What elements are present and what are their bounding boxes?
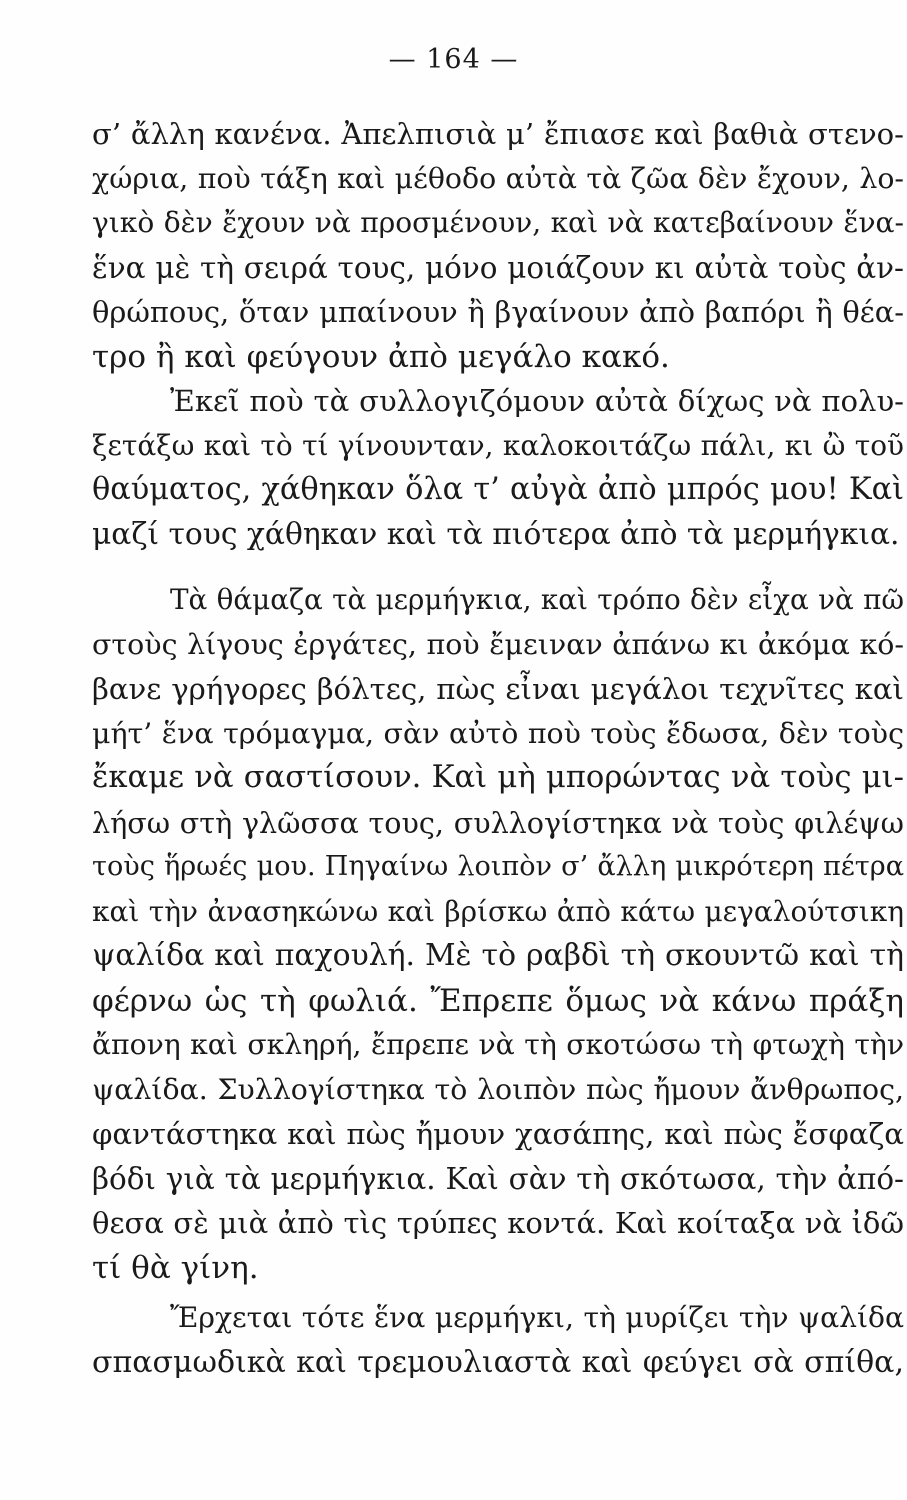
page-number: — 164 — [388, 44, 519, 75]
text-line: τρο ἢ καὶ φεύγουν ἀπὸ μεγάλο κακό. [92, 338, 670, 375]
paragraph-first-line: Τὰ θάμαζα τὰ μερμήγκια, καὶ τρόπο δὲν εἶχα νὰ πῶ [170, 583, 904, 616]
paragraph-first-line: Ἐκεῖ ποὺ τὰ συλλογιζόμουν αὐτὰ δίχως νὰ πολυ- [170, 384, 904, 418]
text-line: ψαλίδα. Συλλογίστηκα τὸ λοιπὸν πὼς ἤμουν ἄνθρωπος, [92, 1072, 904, 1106]
text-line: ἕνα μὲ τὴ σειρά τους, μόνο μοιάζουν κι αὐτὰ τοὺς ἀν- [92, 250, 904, 285]
text-line: φέρνω ὡς τὴ φωλιά. Ἔπρεπε ὅμως νὰ κάνω πράξη [92, 982, 904, 1019]
text-line: στοὺς λίγους ἐργάτες, ποὺ ἔμειναν ἀπάνω κι ἀκόμα κό- [92, 627, 904, 661]
text-line: τοὺς ἥρωές μου. Πηγαίνω λοιπὸν σ’ ἄλλη μικρότερη πέτρα [92, 851, 904, 882]
text-line: ἔκαμε νὰ σαστίσουν. Καὶ μὴ μπορώντας νὰ τοὺς μι- [92, 760, 904, 795]
text-line: λήσω στὴ γλῶσσα τους, συλλογίστηκα νὰ τοὺς φιλέψω [92, 805, 904, 840]
text-line: σ’ ἄλλη κανένα. Ἀπελπισιὰ μ’ ἔπιασε καὶ βαθιὰ στενο- [92, 117, 904, 151]
text-line: θαύματος, χάθηκαν ὅλα τ’ αὐγὰ ἀπὸ μπρός μου! Καὶ [92, 472, 904, 507]
paragraph-first-line: Ἔρχεται τότε ἕνα μερμήγκι, τὴ μυρίζει τὴν ψαλίδα [170, 1301, 904, 1334]
text-line: φαντάστηκα καὶ πὼς ἤμουν χασάπης, καὶ πὼς ἔσφαζα [92, 1117, 904, 1151]
text-line: καὶ τὴν ἀνασηκώνω καὶ βρίσκω ἀπὸ κάτω μεγαλούτσικη [92, 894, 904, 928]
text-line: μαζί τους χάθηκαν καὶ τὰ πιότερα ἀπὸ τὰ μερμήγκια. [92, 516, 900, 552]
text-line: μήτ’ ἕνα τρόμαγμα, σὰν αὐτὸ ποὺ τοὺς ἔδωσα, δὲν τοὺς [92, 716, 904, 750]
text-line: βανε γρήγορες βόλτες, πὼς εἶναι μεγάλοι τεχνῖτες καὶ [92, 672, 904, 706]
text-line: τί θὰ γίνη. [92, 1249, 259, 1286]
text-line: χώρια, ποὺ τάξη καὶ μέθοδο αὐτὰ τὰ ζῶα δὲν ἔχουν, λο- [92, 161, 904, 195]
text-line: θεσα σὲ μιὰ ἀπὸ τὶς τρύπες κοντά. Καὶ κοίταξα νὰ ἰδῶ [92, 1206, 904, 1240]
text-line: θρώπους, ὅταν μπαίνουν ἢ βγαίνουν ἀπὸ βαπόρι ἢ θέα- [92, 295, 904, 329]
body-text [92, 112, 904, 1385]
text-line: ἄπονη καὶ σκληρή, ἔπρεπε νὰ τὴ σκοτώσω τὴ φτωχὴ τὴν [92, 1028, 904, 1061]
text-line: σπασμωδικὰ καὶ τρεμουλιαστὰ καὶ φεύγει σὰ σπίθα, [92, 1344, 904, 1380]
text-line: βόδι γιὰ τὰ μερμήγκια. Καὶ σὰν τὴ σκότωσα, τὴν ἀπό- [92, 1161, 904, 1196]
text-line: ψαλίδα καὶ παχουλή. Μὲ τὸ ραβδὶ τὴ σκουντῶ καὶ τὴ [92, 938, 904, 973]
text-line: ξετάξω καὶ τὸ τί γίνουνταν, καλοκοιτάζω πάλι, κι ὢ τοῦ [92, 428, 904, 462]
text-line: γικὸ δὲν ἔχουν νὰ προσμένουν, καὶ νὰ κατεβαίνουν ἕνα- [92, 206, 904, 239]
